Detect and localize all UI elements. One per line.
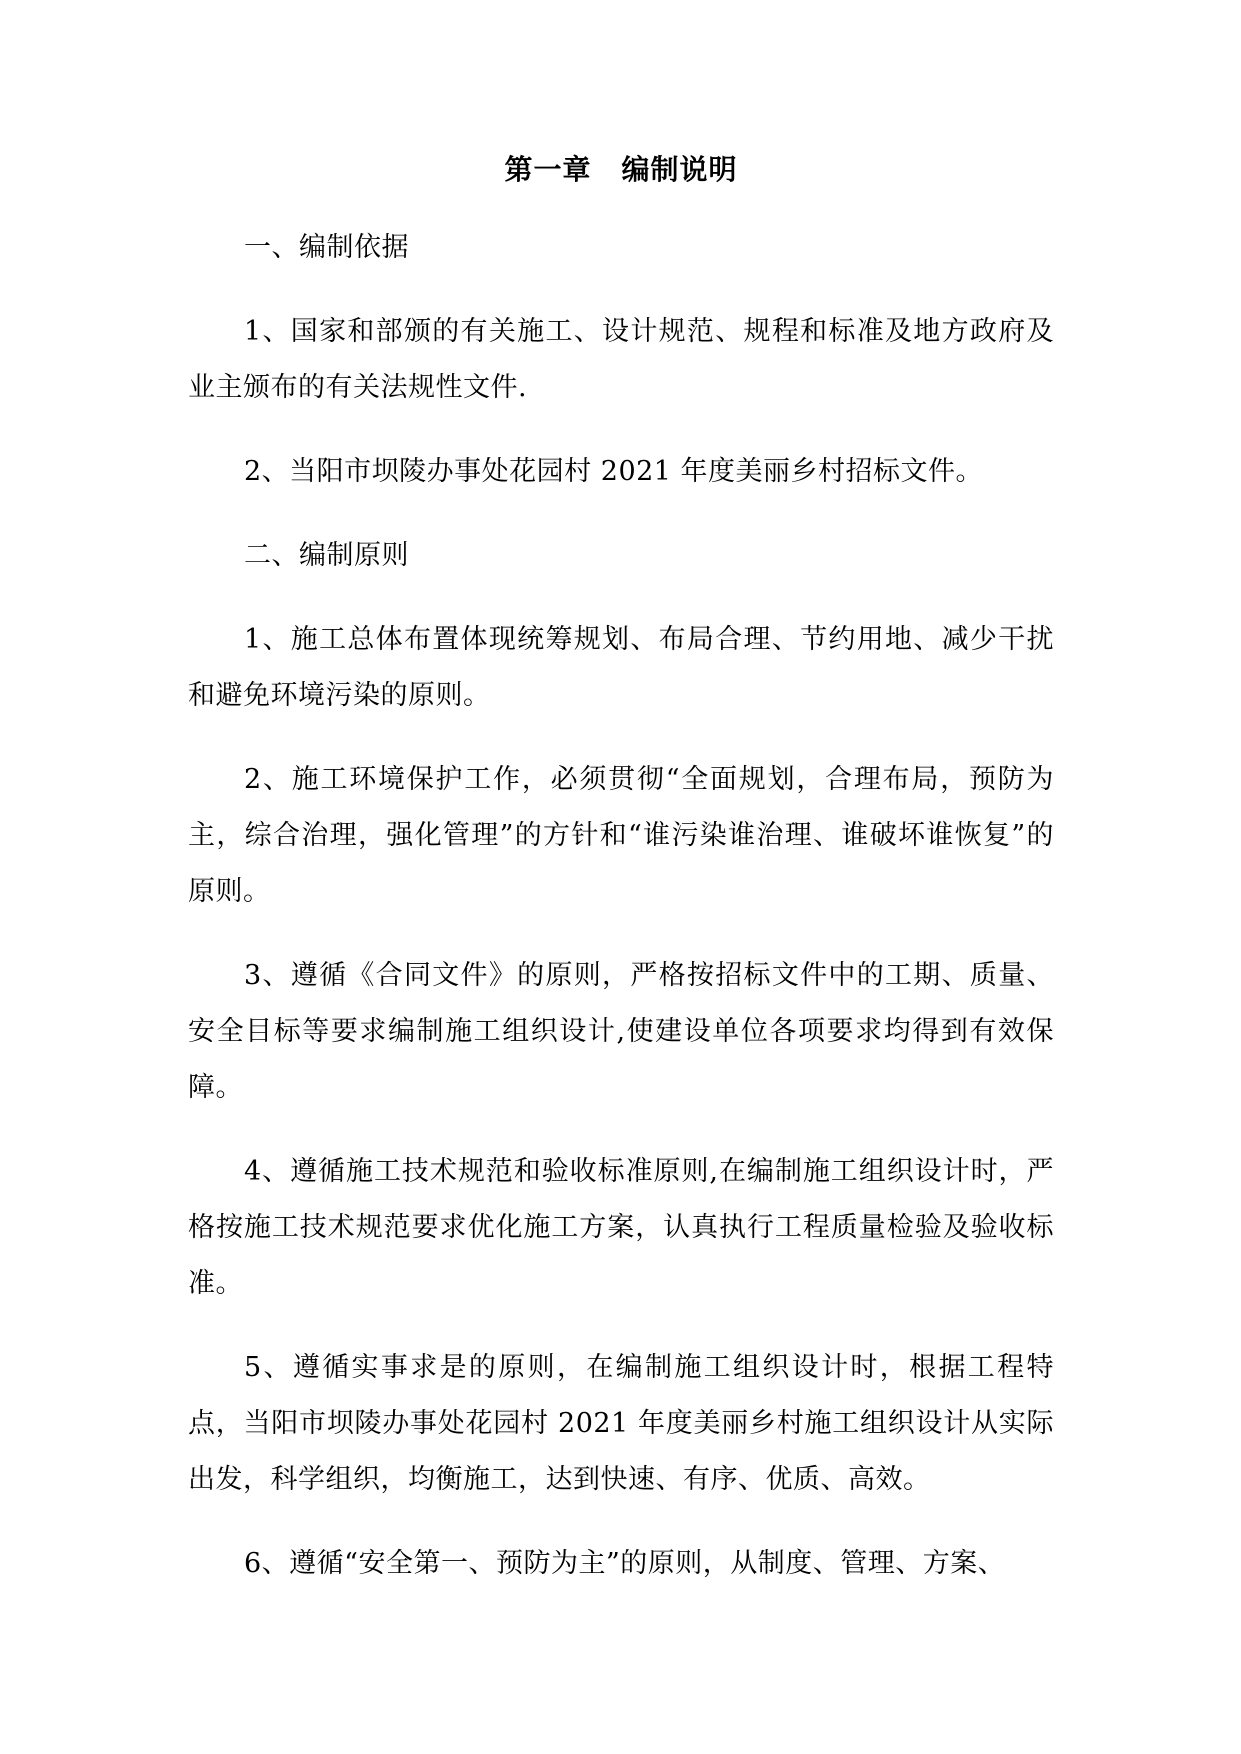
chapter-name: 编制说明 xyxy=(621,153,738,186)
paragraph: 5、遵循实事求是的原则，在编制施工组织设计时，根据工程特点，当阳市坝陵办事处花园村 2021 年度美丽乡村施工组织设计从实际出发，科学组织，均衡施工，达到快速、有序、优质、高效。 xyxy=(188,1352,1054,1495)
paragraph: 3、遵循《合同文件》的原则，严格按招标文件中的工期、质量、安全目标等要求编制施工组织设计,使建设单位各项要求均得到有效保障。 xyxy=(188,960,1054,1103)
chapter-title xyxy=(188,150,1054,190)
section-heading: 二、编制原则 xyxy=(244,540,409,571)
paragraph: 1、施工总体布置体现统筹规划、布局合理、节约用地、减少干扰和避免环境污染的原则。 xyxy=(188,624,1054,711)
paragraph: 1、国家和部颁的有关施工、设计规范、规程和标准及地方政府及业主颁布的有关法规性文件. xyxy=(188,316,1054,403)
paragraph: 2、施工环境保护工作，必须贯彻“全面规划，合理布局，预防为主，综合治理，强化管理”的方针和“谁污染谁治理、谁破坏谁恢复”的原则。 xyxy=(188,764,1054,907)
paragraph: 2、当阳市坝陵办事处花园村 2021 年度美丽乡村招标文件。 xyxy=(244,456,984,487)
chapter-number: 第一章 xyxy=(504,153,592,186)
document-body xyxy=(188,150,1054,1620)
paragraph: 6、遵循“安全第一、预防为主”的原则，从制度、管理、方案、 xyxy=(244,1548,1006,1579)
paragraph: 4、遵循施工技术规范和验收标准原则,在编制施工组织设计时，严格按施工技术规范要求优化施工方案，认真执行工程质量检验及验收标准。 xyxy=(188,1156,1054,1299)
section-heading: 一、编制依据 xyxy=(244,232,409,263)
